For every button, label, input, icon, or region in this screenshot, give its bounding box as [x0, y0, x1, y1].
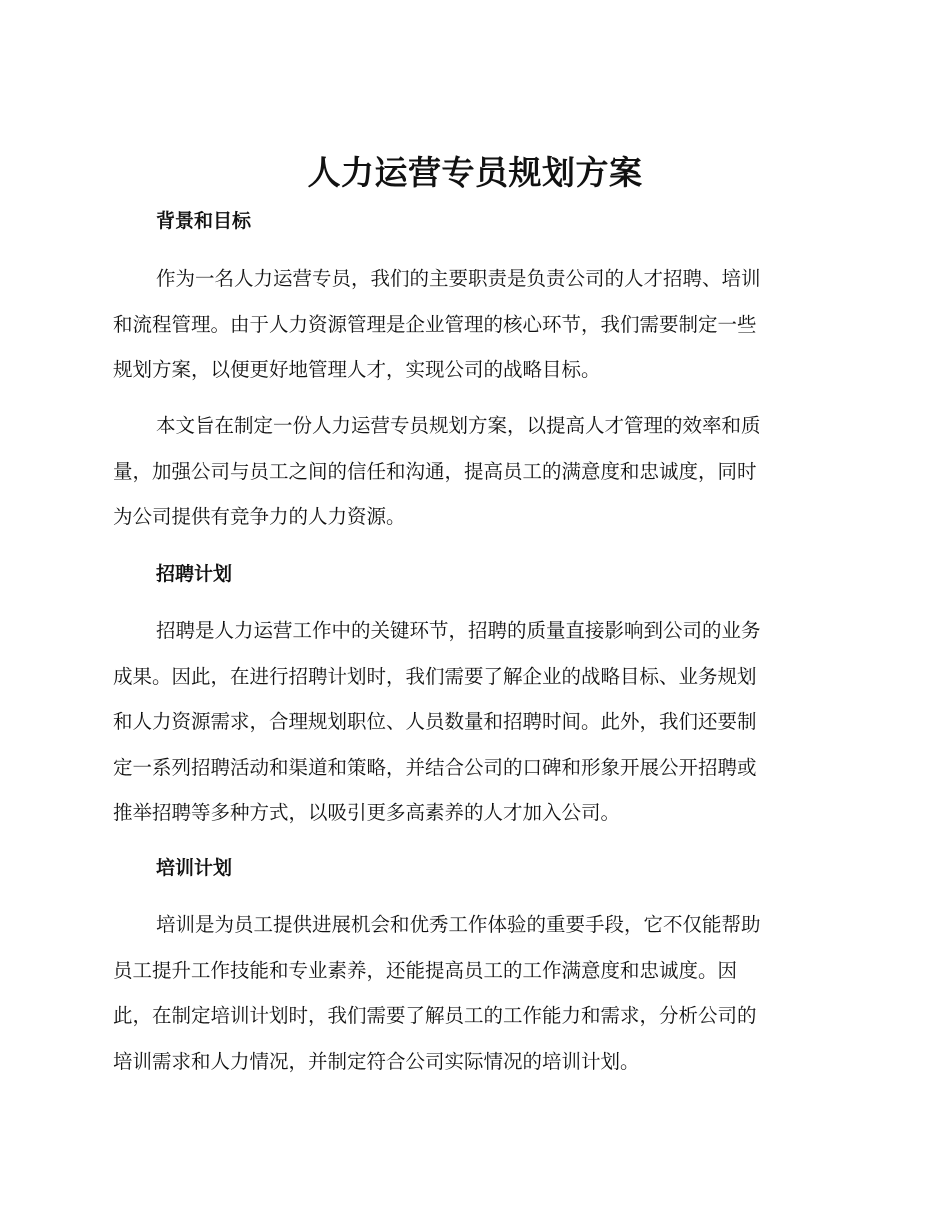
text-line: 定一系列招聘活动和渠道和策略，并结合公司的口碑和形象开展公开招聘或	[113, 755, 757, 779]
text-line: 此，在制定培训计划时，我们需要了解员工的工作能力和需求，分析公司的	[113, 1004, 757, 1027]
text-line: 培训需求和人力情况，并制定符合公司实际情况的培训计划。	[113, 1049, 640, 1073]
paragraph-recruitment	[113, 608, 833, 836]
text-line: 培训是为员工提供进展机会和优秀工作体验的重要手段，它不仅能帮助	[156, 913, 761, 936]
text-line: 推举招聘等多种方式，以吸引更多高素养的人才加入公司。	[113, 801, 621, 824]
section-heading-background: 背景和目标	[156, 210, 252, 232]
text-line: 量，加强公司与员工之间的信任和沟通，提高员工的满意度和忠诚度，同时	[113, 459, 757, 483]
section-heading-training: 培训计划	[156, 857, 233, 879]
document-title: 人力运营专员规划方案	[307, 153, 643, 192]
text-line: 成果。因此，在进行招聘计划时，我们需要了解企业的战略目标、业务规划	[113, 664, 757, 688]
text-line: 招聘是人力运营工作中的关键环节，招聘的质量直接影响到公司的业务	[156, 619, 761, 642]
text-line: 本文旨在制定一份人力运营专员规划方案，以提高人才管理的效率和质	[156, 414, 761, 437]
text-line: 作为一名人力运营专员，我们的主要职责是负责公司的人才招聘、培训	[156, 267, 761, 290]
paragraph-background-2	[113, 403, 833, 540]
text-line: 规划方案，以便更好地管理人才，实现公司的战略目标。	[113, 358, 601, 381]
paragraph-background-1	[113, 256, 833, 393]
text-line: 和人力资源需求，合理规划职位、人员数量和招聘时间。此外，我们还要制	[113, 710, 757, 733]
section-heading-recruitment: 招聘计划	[156, 563, 233, 585]
text-line: 和流程管理。由于人力资源管理是企业管理的核心环节，我们需要制定一些	[113, 312, 757, 336]
text-line: 为公司提供有竞争力的人力资源。	[113, 505, 406, 528]
text-line: 员工提升工作技能和专业素养，还能提高员工的工作满意度和忠诚度。因	[113, 958, 738, 982]
paragraph-training	[113, 902, 833, 1084]
